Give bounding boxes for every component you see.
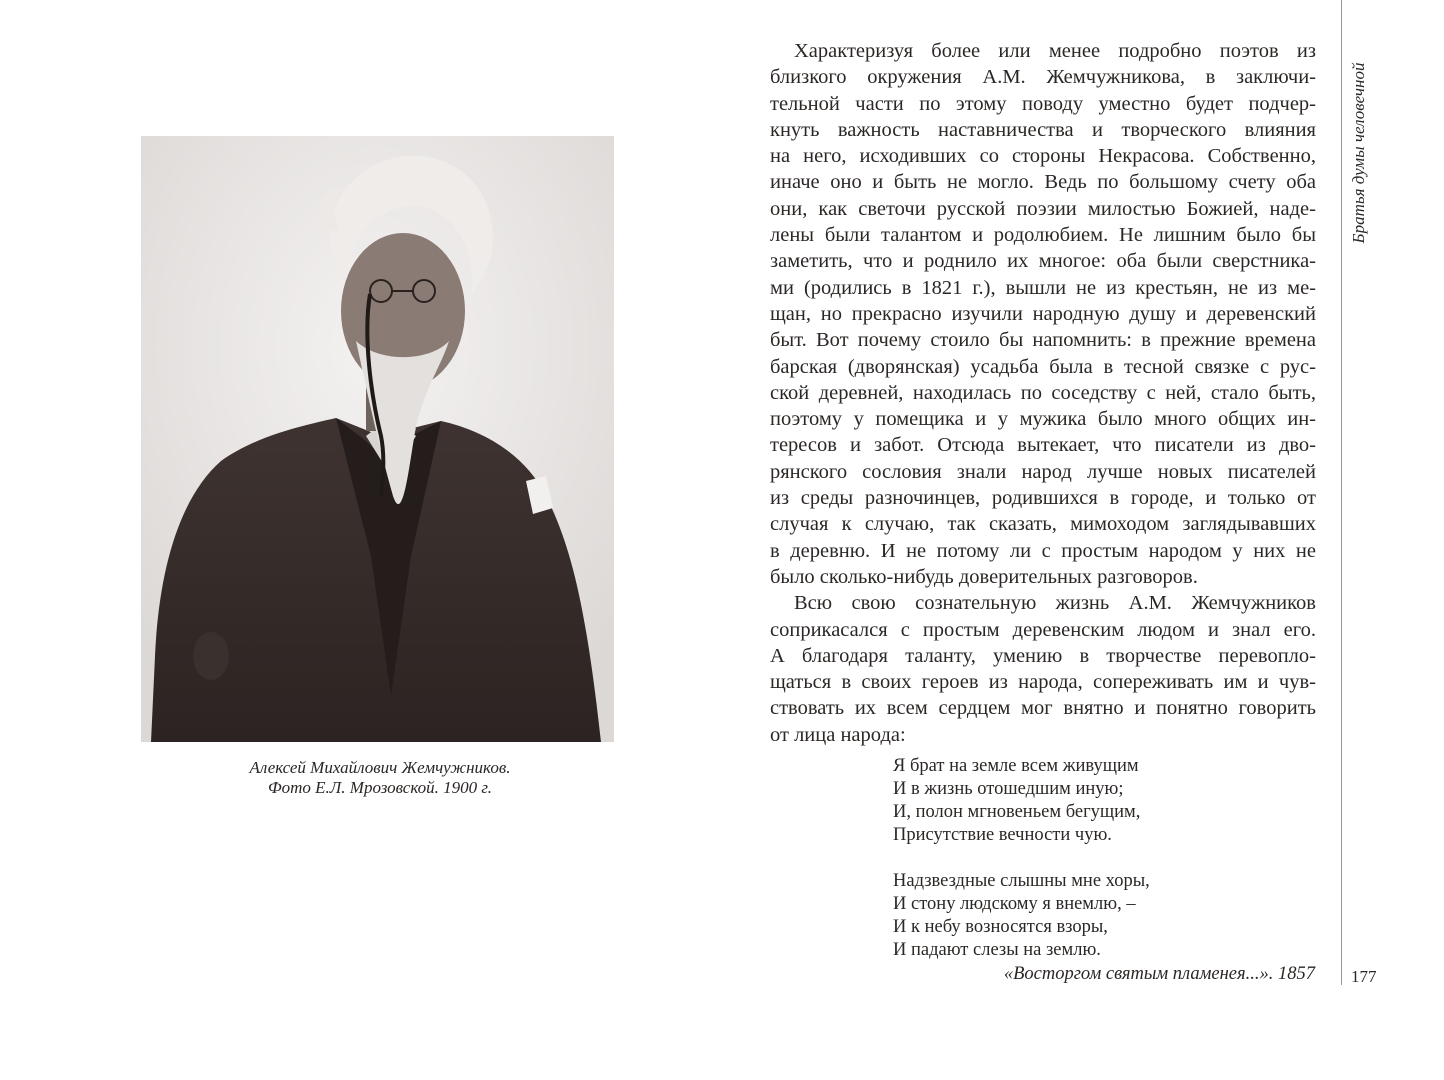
portrait-photo bbox=[141, 136, 614, 742]
body-text bbox=[770, 38, 1316, 748]
text-line: лены были талантом и родолюбием. Не лишним было бы bbox=[770, 224, 1316, 247]
text-line: щаться в своих героев из народа, сопереживать им и чув- bbox=[770, 671, 1316, 694]
running-head bbox=[1347, 48, 1371, 258]
text-line: из среды разночинцев, родившихся в городе, и только от bbox=[770, 487, 1316, 510]
poem bbox=[893, 755, 1150, 985]
text-line: ской деревней, находилась по соседству с ней, стало быть, bbox=[770, 381, 1316, 404]
caption-line: Фото Е.Л. Мрозовской. 1900 г. bbox=[267, 778, 493, 797]
text-line: от лица народа: bbox=[770, 723, 906, 746]
margin-rule bbox=[1341, 0, 1342, 985]
photo-caption bbox=[180, 758, 580, 798]
poem-verse: Присутствие вечности чую. bbox=[893, 825, 1112, 845]
text-line: Характеризуя более или менее подробно поэтов из bbox=[794, 40, 1316, 62]
poem-stanza bbox=[893, 870, 1150, 962]
poem-stanza bbox=[893, 755, 1150, 847]
text-line: они, как светочи русской поэзии милостью Божией, наде- bbox=[770, 197, 1316, 220]
text-line: А благодаря таланту, умению в творчестве перевопло- bbox=[770, 644, 1316, 667]
text-line: щан, но прекрасно изучили народную душу и деревенский bbox=[770, 302, 1316, 325]
poem-verse: И к небу возносятся взоры, bbox=[893, 917, 1108, 937]
text-line: ми (родились в 1821 г.), вышли не из крестьян, не из ме- bbox=[770, 276, 1316, 299]
text-line: тересов и забот. Отсюда вытекает, что писатели из дво- bbox=[770, 434, 1316, 457]
poem-attribution bbox=[1004, 962, 1315, 986]
poem-year: 1857 bbox=[1278, 964, 1315, 984]
text-line: ствовать их всем сердцем мог внятно и понятно говорить bbox=[770, 697, 1316, 720]
poem-verse: Я брат на земле всем живущим bbox=[893, 756, 1139, 776]
caption-line: Алексей Михайлович Жемчужников. bbox=[249, 758, 511, 777]
poem-verse: Надзвездные слышны мне хоры, bbox=[893, 871, 1150, 891]
text-line: случая к случаю, так сказать, мимоходом заглядывавших bbox=[770, 513, 1316, 536]
text-line: поэтому у помещика и у мужика было много общих ин- bbox=[770, 408, 1316, 431]
poem-verse: И стону людскому я внемлю, – bbox=[893, 894, 1136, 914]
text-line: кнуть важность наставничества и творческого влияния bbox=[770, 118, 1316, 141]
poem-verse: И в жизнь отошедшим иную; bbox=[893, 779, 1124, 799]
poem-verse: И падают слезы на землю. bbox=[893, 940, 1101, 960]
text-line: рянского сословия знали народ лучше новых писателей bbox=[770, 460, 1316, 483]
running-head-text: Братья думы человечной bbox=[1349, 62, 1368, 244]
text-line: тельной части по этому поводу уместно будет подчер- bbox=[770, 92, 1316, 115]
portrait-photo-icon bbox=[141, 136, 614, 742]
text-line: барская (дворянская) усадьба была в тесной связке с рус- bbox=[770, 355, 1316, 378]
text-line: быт. Вот почему стоило бы напомнить: в прежние времена bbox=[770, 329, 1316, 352]
text-line: иначе оно и быть не могло. Ведь по большому счету оба bbox=[770, 171, 1316, 194]
text-line: близкого окружения А.М. Жемчужникова, в заключи- bbox=[770, 66, 1316, 89]
poem-source: «Восторгом святым пламенея...». bbox=[1003, 964, 1274, 984]
text-line: в деревню. И не потому ли с простым народом у них не bbox=[770, 539, 1316, 562]
page-number: 177 bbox=[1351, 967, 1377, 986]
text-line: было сколько-нибудь доверительных разговоров. bbox=[770, 565, 1198, 588]
text-line: заметить, что и роднило их многое: оба были сверстника- bbox=[770, 250, 1316, 273]
text-line: соприкасался с простым деревенским людом и знал его. bbox=[770, 618, 1316, 641]
text-line: Всю свою сознательную жизнь А.М. Жемчужников bbox=[794, 592, 1316, 615]
poem-verse: И, полон мгновеньем бегущим, bbox=[893, 802, 1141, 822]
text-line: на него, исходивших со стороны Некрасова. Собственно, bbox=[770, 145, 1316, 168]
